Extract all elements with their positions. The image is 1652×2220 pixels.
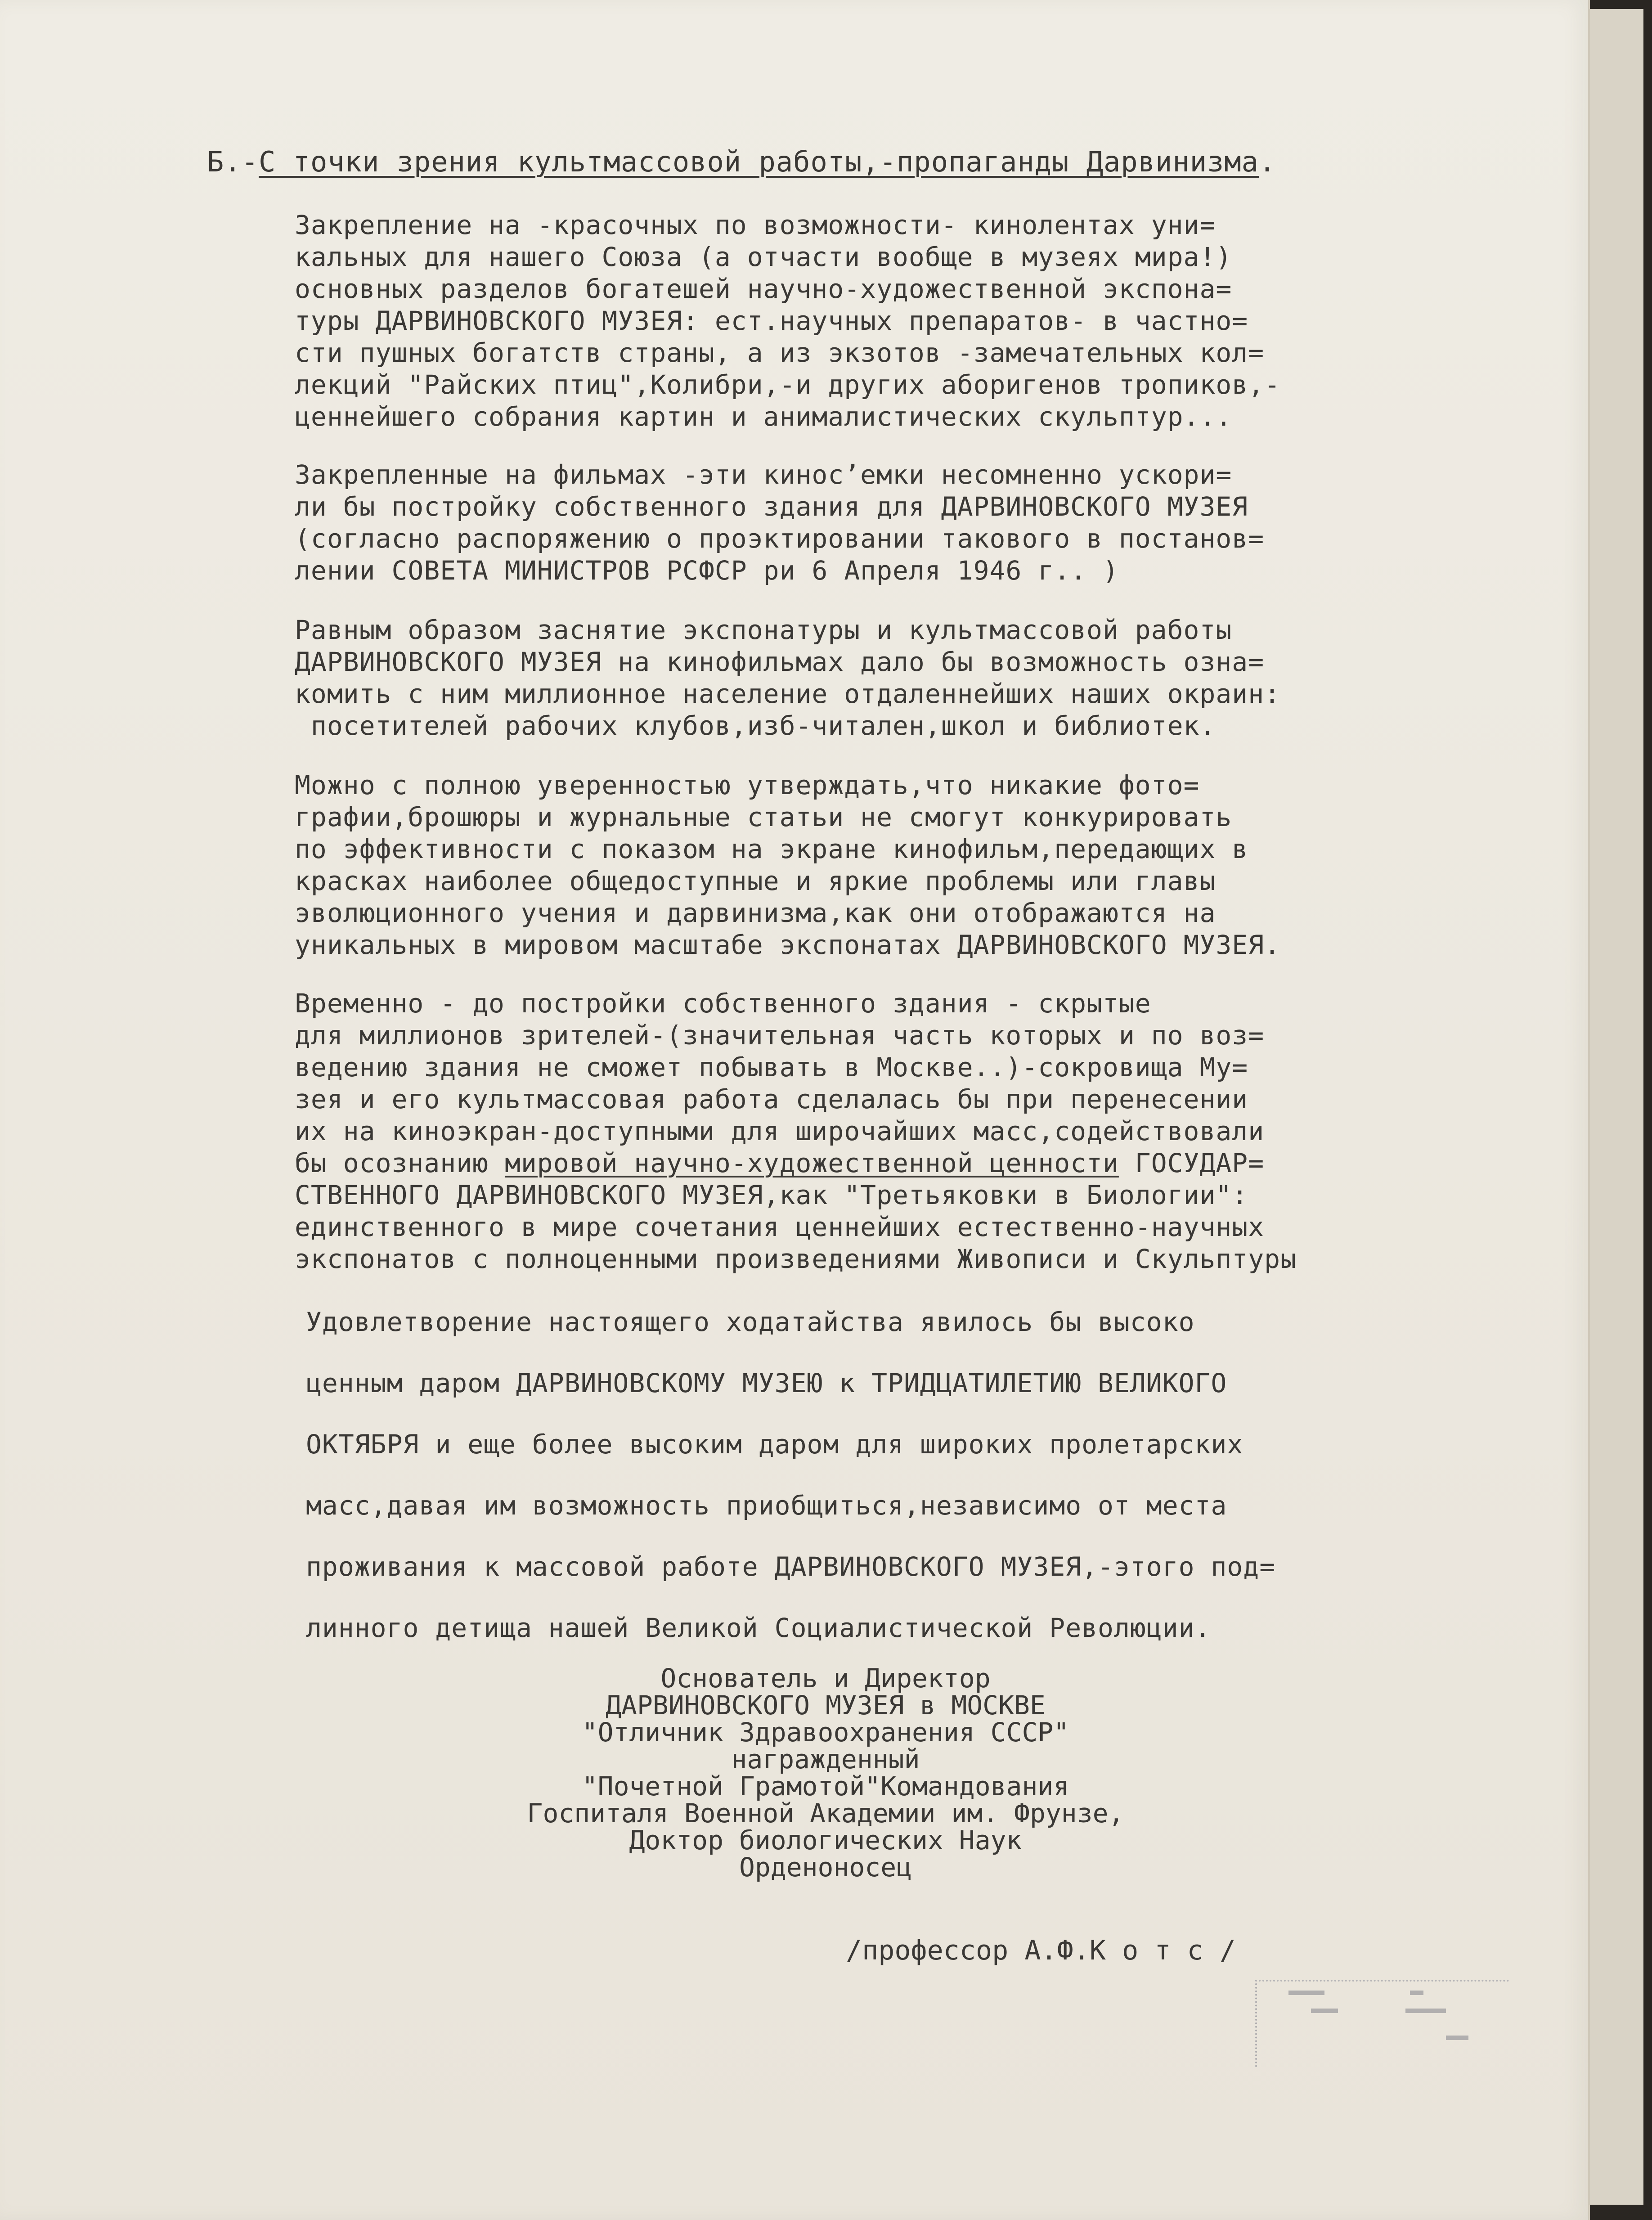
heading-prefix: Б.-	[207, 145, 259, 178]
stamp-mark	[1288, 1991, 1324, 1995]
signature-block	[0, 1665, 1588, 1881]
signed-by: /профессор А.Ф.К о т с /	[846, 1935, 1236, 1966]
paragraph-5-part-2: ГОСУДАР= СТВЕННОГО ДАРВИНОВСКОГО МУЗЕЯ,как "Третьяковки в Биологии": единственного в мире сочетания ценнейших естественно-научных экспонатов с полноценными произведениями Живописи и Скульптуры	[295, 1148, 1297, 1274]
paragraph-5-underlined: мировой научно-художественной ценности	[504, 1148, 1119, 1178]
paragraph-2: Закрепленные на фильмах -эти киносʼемки несомненно ускори= ли бы постройку собственного здания для ДАРВИНОВСКОГО МУЗЕЯ (согласно распоряжению о проэктировании такового в постанов= лении СОВЕТА МИНИСТРОВ РСФСР ри 6 Апреля 1946 г.. )	[295, 459, 1265, 586]
stamp-mark	[1405, 2009, 1446, 2013]
signature-line: ДАРВИНОВСКОГО МУЗЕЯ в МОСКВЕ	[606, 1690, 1046, 1721]
stamp-mark	[1410, 1991, 1423, 1995]
paragraph-3: Равным образом заснятие экспонатуры и культмассовой работы ДАРВИНОВСКОГО МУЗЕЯ на кинофильмах дало бы возможность озна= комить с ним миллионное население отдаленнейших наших окраин: посетителей рабочих клубов,изб-читален,школ и библиотек.	[295, 615, 1281, 741]
signature-line: награжденный	[731, 1744, 920, 1775]
paragraph-5	[295, 988, 1297, 1275]
signature-line: Основатель и Директор	[660, 1663, 991, 1694]
heading-underlined-text: С точки зрения культмассовой работы,-пропаганды Дарвинизма	[258, 145, 1259, 178]
stamp-mark	[1311, 2009, 1338, 2013]
stamp-mark	[1446, 2036, 1468, 2040]
signature-line: Госпиталя Военной Академии им. Фрунзе,	[527, 1798, 1124, 1829]
section-heading	[207, 146, 1276, 178]
heading-suffix: .	[1258, 145, 1276, 178]
signature-line: "Почетной Грамотой"Командования	[582, 1771, 1069, 1802]
paragraph-1: Закрепление на -красочных по возможности- кинолентах уни= кальных для нашего Союза (а отчасти вообще в музеях мира!) основных разделов богатешей научно-художественной экспона= туры ДАРВИНОВСКОГО МУЗЕЯ: ест.научных препаратов- в частно= сти пушных богатств страны, а из экзотов -замечательных кол= лекций "Райских птиц",Колибри,-и других аборигенов тропиков,- ценнейшего собрания картин и анималистических скульптур...	[295, 210, 1281, 432]
signature-line: Орденоносец	[739, 1852, 912, 1883]
paragraph-6: Удовлетворение настоящего ходатайства явилось бы высоко ценным даром ДАРВИНОВСКОМУ МУЗЕЮ к ТРИДЦАТИЛЕТИЮ ВЕЛИКОГО ОКТЯБРЯ и еще более высоким даром для широких пролетарских масс,давая им возможность приобщиться,независимо от места проживания к массовой работе ДАРВИНОВСКОГО МУЗЕЯ,-этого под= линного детища нашей Великой Социалистической Революции.	[306, 1307, 1276, 1643]
paragraph-5-part-1: Временно - до постройки собственного здания - скрытые для миллионов зрителей-(значительная часть которых и по воз= ведению здания не сможет побывать в Москве..)-сокровища Му= зея и его культмассовая работа сделалась бы при перенесении их на киноэкран-доступными для широчайших масс,содействовали бы осознанию	[295, 988, 1265, 1178]
signature-line: Доктор биологических Наук	[629, 1825, 1022, 1856]
paragraph-4: Можно с полною уверенностью утверждать,что никакие фото= графии,брошюры и журнальные статьи не смогут конкурировать по эффективности с показом на экране кинофильм,передающих в красках наиболее общедоступные и яркие проблемы или главы эволюционного учения и дарвинизма,как они отображаются на уникальных в мировом масштабе экспонатах ДАРВИНОВСКОГО МУЗЕЯ.	[295, 770, 1281, 960]
signature-line: "Отличник Здравоохранения СССР"	[582, 1717, 1069, 1748]
archive-stamp	[1255, 1980, 1509, 2067]
